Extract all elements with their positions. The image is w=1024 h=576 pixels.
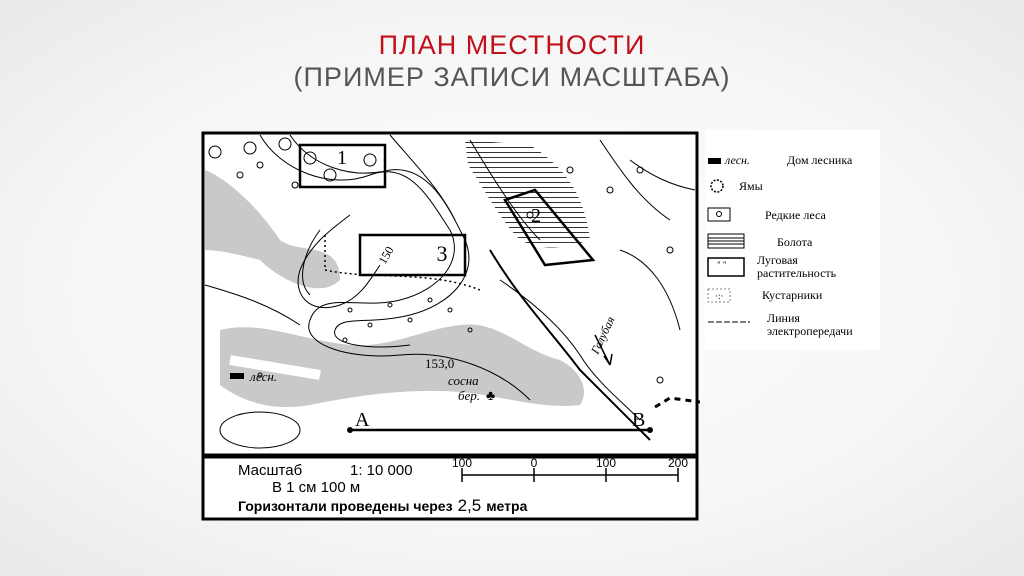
scale-tick-label: 0 — [530, 456, 538, 470]
scale-label: Масштаб — [238, 462, 303, 479]
tree-icon: ♣ — [486, 389, 496, 404]
point-b-marker — [647, 427, 653, 433]
point-a-label: A — [355, 409, 370, 431]
legend-prefix: лесн. — [725, 153, 750, 167]
sparse-forest-icon — [708, 208, 730, 221]
area-1-label: 1 — [337, 147, 347, 169]
scale-tick-label: 100 — [595, 456, 617, 470]
meadow-icon: " " — [717, 260, 727, 270]
map-legend — [705, 130, 880, 350]
legend-label: Редкие леса — [765, 208, 826, 222]
elevation-label: 153,0 — [425, 356, 455, 371]
legend-label: Ямы — [739, 179, 763, 193]
scale-ratio: 1: 10 000 — [350, 462, 413, 479]
point-b-label: B — [632, 409, 646, 431]
hill-contour — [220, 412, 300, 448]
forester-house-icon — [708, 158, 721, 164]
forester-house-icon — [230, 373, 244, 379]
slide-subtitle: (ПРИМЕР ЗАПИСИ МАСШТАБА) — [293, 62, 731, 92]
river-label: Голубая — [588, 314, 618, 357]
area-3-label: 3 — [436, 241, 448, 266]
map-frame — [203, 133, 697, 455]
tree-label-1: сосна — [448, 373, 479, 388]
legend-label: Кустарники — [762, 288, 823, 302]
legend-label: Луговая растительность — [757, 253, 837, 280]
topographic-map — [200, 130, 700, 522]
scale-tick-label: 100 — [451, 456, 473, 470]
legend-label: Линия электропередачи — [767, 311, 853, 338]
topographic-figure — [200, 130, 880, 522]
forester-label: лесн. — [250, 369, 278, 384]
contour-label: 150 — [375, 243, 397, 267]
legend-label: Дом лесника — [787, 153, 853, 167]
scale-explanation: В 1 см 100 м — [272, 479, 361, 496]
slide-title: ПЛАН МЕСТНОСТИ — [378, 30, 646, 60]
tree-label-2: бер. — [458, 388, 481, 403]
shrub-icon: ·:· — [715, 291, 724, 301]
area-2-label: 2 — [531, 205, 541, 227]
scale-tick-label: 200 — [667, 456, 689, 470]
contours-note: Горизонтали проведены через 2,5 метра — [238, 496, 528, 515]
legend-label: Болота — [777, 235, 813, 249]
point-a-marker — [347, 427, 353, 433]
